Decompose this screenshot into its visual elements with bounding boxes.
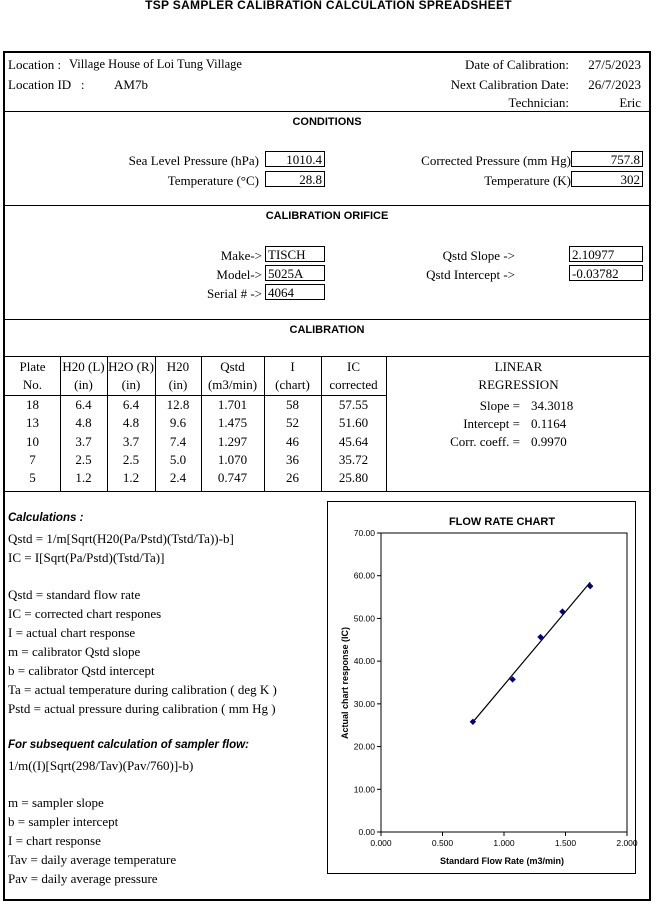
- make-value: TISCH: [265, 246, 325, 262]
- note-line: Ta = actual temperature during calibration ( deg K ): [8, 682, 277, 697]
- table-header-row: [5, 376, 386, 395]
- column-header: H20: [166, 359, 190, 374]
- column-header: H2O (R): [108, 359, 154, 374]
- table-cell: 1.475: [217, 415, 248, 431]
- regression-slope-label: Slope =: [479, 398, 520, 413]
- technician-label: Technician:: [508, 95, 569, 110]
- table-cell: 2.4: [169, 470, 187, 486]
- table-cell: 18: [26, 396, 39, 412]
- column-header: (in): [121, 377, 141, 393]
- column-header: (chart): [275, 377, 310, 393]
- x-tick-label: 1.500: [554, 838, 577, 848]
- corr-coeff-label: Corr. coeff. =: [450, 434, 520, 449]
- table-cell: 7: [29, 452, 36, 468]
- corrected-pressure-label: Corrected Pressure (mm Hg): [421, 153, 571, 168]
- make-label: Make->: [220, 248, 262, 263]
- location-label: Location :: [8, 57, 62, 72]
- table-cell: 12.8: [166, 396, 190, 412]
- table-cell: 10: [26, 433, 39, 449]
- column-header: I: [290, 359, 295, 374]
- next-date-value: 26/7/2023: [588, 77, 641, 92]
- table-cell: 1.297: [217, 433, 248, 449]
- qstd-intercept-value: -0.03782: [569, 265, 643, 281]
- trendline: [473, 582, 590, 722]
- calibration-heading: CALIBRATION: [289, 324, 365, 336]
- y-tick-label: 70.00: [353, 528, 375, 538]
- temp-k-value: 302: [571, 171, 643, 187]
- table-cell: 5: [29, 470, 36, 486]
- table-cell: 2.5: [75, 452, 92, 468]
- regression-intercept-value: 0.1164: [531, 416, 567, 431]
- serial-value: 4064: [265, 284, 325, 300]
- flow-rate-chart: [327, 501, 636, 874]
- table-row: [5, 469, 386, 487]
- column-header: No.: [22, 377, 43, 393]
- table-cell: 6.4: [75, 396, 92, 412]
- table-header-row: [5, 358, 386, 376]
- note-line: IC = corrected chart respones: [8, 606, 162, 621]
- table-cell: 7.4: [169, 433, 187, 449]
- table-cell: 25.80: [338, 470, 369, 486]
- column-header: IC: [347, 359, 360, 374]
- table-row: [5, 396, 386, 414]
- table-cell: 35.72: [338, 452, 369, 468]
- table-row: [5, 451, 386, 469]
- data-point: [587, 583, 593, 589]
- regression-intercept-label: Intercept =: [463, 416, 520, 431]
- note-line: b = calibrator Qstd intercept: [8, 663, 155, 678]
- table-cell: 1.701: [217, 396, 248, 412]
- table-cell: 5.0: [169, 452, 187, 468]
- corrected-pressure-value: 757.8: [571, 151, 643, 167]
- model-label: Model->: [216, 267, 262, 282]
- next-date-label: Next Calibration Date:: [450, 77, 569, 92]
- note-line: I = chart response: [8, 833, 101, 848]
- data-point: [559, 608, 565, 614]
- table-cell: 4.8: [122, 415, 140, 431]
- regression-subtitle: REGRESSION: [478, 377, 559, 392]
- x-tick-label: 0.500: [431, 838, 454, 848]
- column-header: Plate: [19, 359, 46, 374]
- technician-value: Eric: [619, 95, 641, 110]
- date-value: 27/5/2023: [588, 57, 641, 72]
- note-line: m = sampler slope: [8, 795, 104, 810]
- column-header: Qstd: [220, 359, 245, 374]
- table-cell: 57.55: [338, 396, 369, 412]
- conditions-heading: CONDITIONS: [292, 116, 362, 128]
- column-header: corrected: [329, 377, 378, 393]
- location-id-value: AM7b: [114, 77, 148, 92]
- table-cell: 26: [286, 470, 299, 486]
- calibration-table: [5, 358, 386, 488]
- calibration-sheet: [3, 51, 651, 901]
- column-header: H20 (L): [62, 359, 105, 374]
- regression-title: LINEAR: [494, 359, 543, 374]
- table-cell: 3.7: [122, 433, 140, 449]
- slp-label: Sea Level Pressure (hPa): [128, 153, 259, 168]
- table-cell: 46: [286, 433, 299, 449]
- table-cell: 9.6: [169, 415, 187, 431]
- subsequent-calc-heading: For subsequent calculation of sampler flow:: [8, 739, 249, 751]
- note-line: Qstd = standard flow rate: [8, 587, 141, 602]
- x-tick-label: 1.000: [493, 838, 515, 848]
- table-cell: 4.8: [75, 415, 92, 431]
- chart-title: FLOW RATE CHART: [448, 516, 556, 528]
- note-line: Qstd = 1/m[Sqrt(H20(Pa/Pstd)(Tstd/Ta))-b]: [8, 531, 234, 546]
- table-cell: 13: [26, 415, 39, 431]
- serial-label: Serial # ->: [207, 286, 262, 301]
- table-cell: 3.7: [75, 433, 92, 449]
- calculations-heading: Calculations :: [8, 512, 84, 524]
- table-cell: 51.60: [338, 415, 369, 431]
- note-line: b = sampler intercept: [8, 814, 119, 829]
- table-cell: 2.5: [122, 452, 140, 468]
- table-cell: 1.070: [217, 452, 248, 468]
- table-cell: 1.2: [75, 470, 92, 486]
- note-line: Tav = daily average temperature: [8, 852, 177, 867]
- qstd-slope-value: 2.10977: [569, 246, 643, 262]
- location-value: Village House of Loi Tung Village: [69, 57, 242, 71]
- table-row: [5, 414, 386, 432]
- model-value: 5025A: [265, 265, 325, 281]
- corr-coeff-value: 0.9970: [531, 434, 567, 449]
- temp-c-label: Temperature (°C): [167, 173, 259, 188]
- column-header: (in): [74, 377, 93, 393]
- table-cell: 58: [286, 396, 299, 412]
- qstd-intercept-label: Qstd Intercept ->: [426, 267, 515, 282]
- column-header: (m3/min): [207, 377, 258, 393]
- regression-slope-value: 34.3018: [531, 398, 574, 413]
- table-cell: 45.64: [338, 433, 369, 449]
- y-tick-label: 10.00: [353, 784, 375, 795]
- table-cell: 1.2: [122, 470, 140, 486]
- sampler-flow-formula: 1/m((I)[Sqrt(298/Tav)(Pav/760)]-b): [8, 758, 194, 773]
- note-line: Pav = daily average pressure: [8, 871, 158, 886]
- table-cell: 0.747: [217, 470, 248, 486]
- note-line: I = actual chart response: [8, 625, 136, 640]
- date-label: Date of Calibration:: [465, 57, 569, 72]
- y-axis-label: Actual chart response (IC): [340, 626, 350, 740]
- note-line: m = calibrator Qstd slope: [8, 644, 141, 659]
- y-tick-label: 0.00: [358, 827, 375, 837]
- temp-k-label: Temperature (K): [484, 173, 571, 188]
- y-tick-label: 60.00: [353, 570, 375, 581]
- y-tick-label: 40.00: [353, 656, 375, 667]
- temp-c-value: 28.8: [265, 171, 325, 187]
- orifice-heading: CALIBRATION ORIFICE: [265, 210, 389, 222]
- page-title: TSP SAMPLER CALIBRATION CALCULATION SPREADSHEET: [145, 0, 512, 12]
- table-cell: 36: [286, 452, 299, 468]
- table-row: [5, 433, 386, 451]
- location-id-label: Location ID :: [8, 77, 85, 92]
- x-tick-label: 0.000: [370, 838, 392, 848]
- table-cell: 6.4: [122, 396, 140, 412]
- qstd-slope-label: Qstd Slope ->: [442, 248, 515, 263]
- table-cell: 52: [286, 415, 299, 431]
- y-tick-label: 30.00: [353, 698, 375, 709]
- slp-value: 1010.4: [265, 151, 325, 167]
- x-tick-label: 2.000: [616, 838, 638, 848]
- x-axis-label: Standard Flow Rate (m3/min): [439, 856, 565, 866]
- y-tick-label: 20.00: [353, 741, 375, 752]
- note-line: Pstd = actual pressure during calibration ( mm Hg ): [8, 701, 276, 716]
- column-header: (in): [168, 377, 188, 393]
- plot-area: [381, 533, 627, 832]
- note-line: IC = I[Sqrt(Pa/Pstd)(Tstd/Ta)]: [8, 550, 165, 565]
- y-tick-label: 50.00: [353, 613, 375, 624]
